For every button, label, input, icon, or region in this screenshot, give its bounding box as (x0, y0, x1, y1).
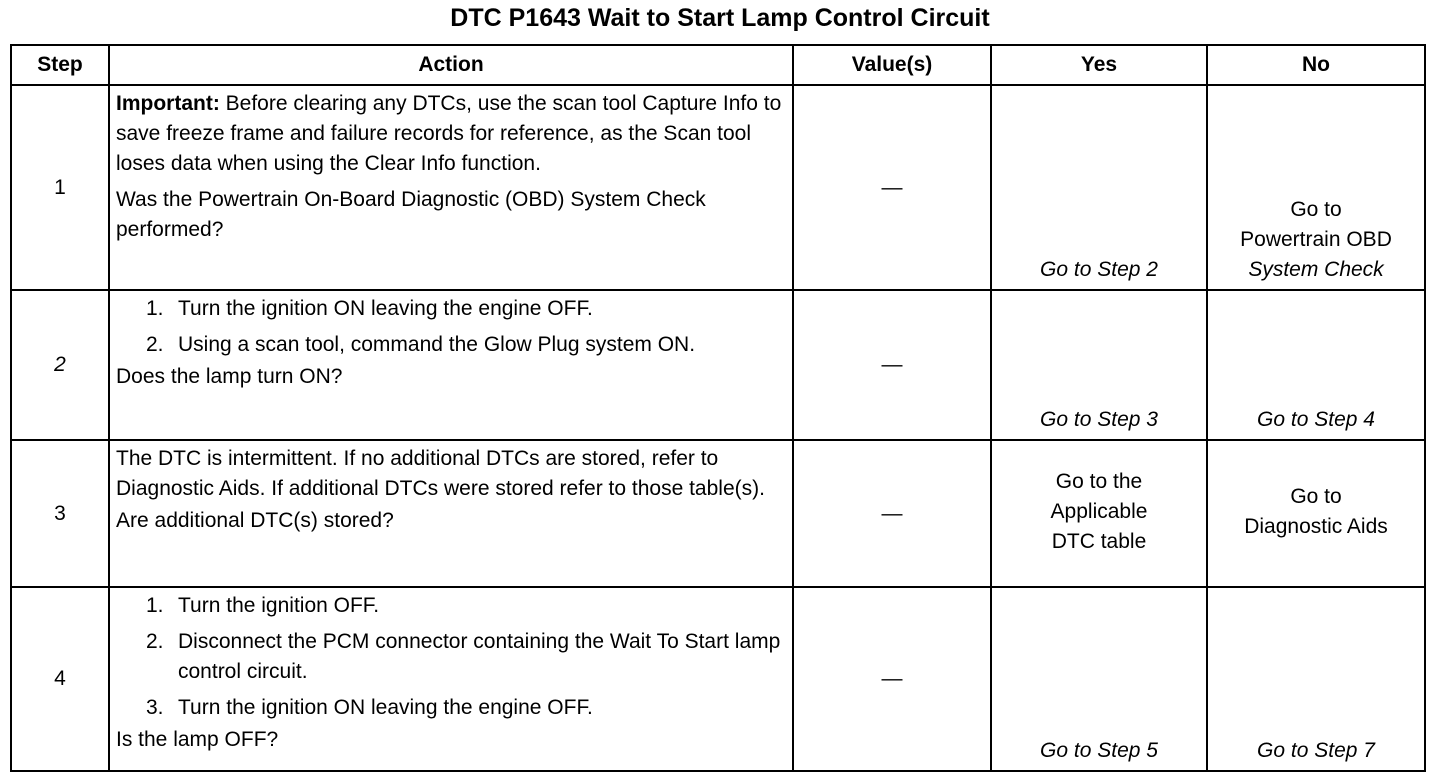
question-text: Are additional DTC(s) stored? (116, 509, 394, 532)
yes-line-3[interactable]: DTC table (1051, 529, 1147, 553)
action-cell (109, 85, 793, 290)
action-cell (109, 587, 793, 771)
action-list (116, 591, 786, 723)
value-cell: — (793, 290, 991, 440)
important-note (116, 89, 786, 179)
important-text: Before clearing any DTCs, use the scan tool Capture Info to save freeze frame and failure records for reference, as the Scan tool loses data when using the Clear Info function. (116, 92, 782, 175)
list-item (116, 693, 786, 723)
list-item (116, 627, 786, 687)
yes-cell (991, 440, 1207, 587)
no-cell (1207, 85, 1425, 290)
list-number: 3. (146, 696, 164, 719)
no-cell (1207, 587, 1425, 771)
action-cell (109, 290, 793, 440)
question-text: Does the lamp turn ON? (116, 365, 343, 388)
table-row (11, 440, 1425, 587)
no-line-2[interactable]: Diagnostic Aids (1244, 514, 1388, 538)
diagnostic-table (10, 44, 1426, 772)
important-label: Important: (116, 92, 220, 115)
no-cell (1207, 290, 1425, 440)
action-text: The DTC is intermittent. If no additional DTCs are stored, refer to Diagnostic Aids. If additional DTCs were stored refer to those table(s). (116, 447, 765, 500)
yes-link[interactable]: Go to Step 5 (1040, 739, 1158, 762)
step-number: 2 (11, 290, 109, 440)
header-step: Step (11, 45, 109, 85)
value-cell: — (793, 587, 991, 771)
question-text: Was the Powertrain On-Board Diagnostic (OBD) System Check performed? (116, 188, 706, 241)
no-link[interactable]: Go to Step 7 (1257, 739, 1375, 762)
step-number: 3 (11, 440, 109, 587)
header-row (11, 45, 1425, 85)
table-row (11, 85, 1425, 290)
yes-link[interactable]: Go to Step 2 (1040, 258, 1158, 281)
table-row (11, 587, 1425, 771)
step-number: 1 (11, 85, 109, 290)
header-values: Value(s) (793, 45, 991, 85)
list-number: 1. (146, 297, 164, 320)
page-title: DTC P1643 Wait to Start Lamp Control Circuit (450, 4, 990, 32)
no-cell (1207, 440, 1425, 587)
list-text: Using a scan tool, command the Glow Plug system ON. (178, 333, 696, 356)
question-text: Is the lamp OFF? (116, 728, 279, 751)
yes-line-1[interactable]: Go to the (1055, 469, 1143, 493)
list-text: Disconnect the PCM connector containing the Wait To Start lamp control circuit. (178, 630, 781, 683)
no-line-2[interactable]: Powertrain OBD (1240, 228, 1392, 251)
yes-link[interactable]: Go to Step 3 (1040, 408, 1158, 431)
list-text: Turn the ignition ON leaving the engine OFF. (178, 696, 593, 719)
no-line-3[interactable]: System Check (1248, 258, 1384, 281)
yes-cell (991, 290, 1207, 440)
yes-cell (991, 587, 1207, 771)
action-list (116, 294, 786, 360)
list-item (116, 591, 786, 621)
list-item (116, 294, 786, 324)
table-row (11, 290, 1425, 440)
yes-cell (991, 85, 1207, 290)
value-cell: — (793, 85, 991, 290)
header-yes: Yes (991, 45, 1207, 85)
list-item (116, 330, 786, 360)
list-number: 2. (146, 333, 164, 356)
no-line-1[interactable]: Go to (1290, 198, 1342, 221)
action-cell (109, 440, 793, 587)
no-line-1[interactable]: Go to (1290, 484, 1342, 508)
step-number: 4 (11, 587, 109, 771)
list-number: 1. (146, 594, 164, 617)
list-number: 2. (146, 630, 164, 653)
list-text: Turn the ignition OFF. (178, 594, 380, 617)
header-no: No (1207, 45, 1425, 85)
yes-line-2[interactable]: Applicable (1050, 499, 1148, 523)
header-action: Action (109, 45, 793, 85)
no-link[interactable]: Go to Step 4 (1257, 408, 1375, 431)
list-text: Turn the ignition ON leaving the engine OFF. (178, 297, 593, 320)
value-cell: — (793, 440, 991, 587)
